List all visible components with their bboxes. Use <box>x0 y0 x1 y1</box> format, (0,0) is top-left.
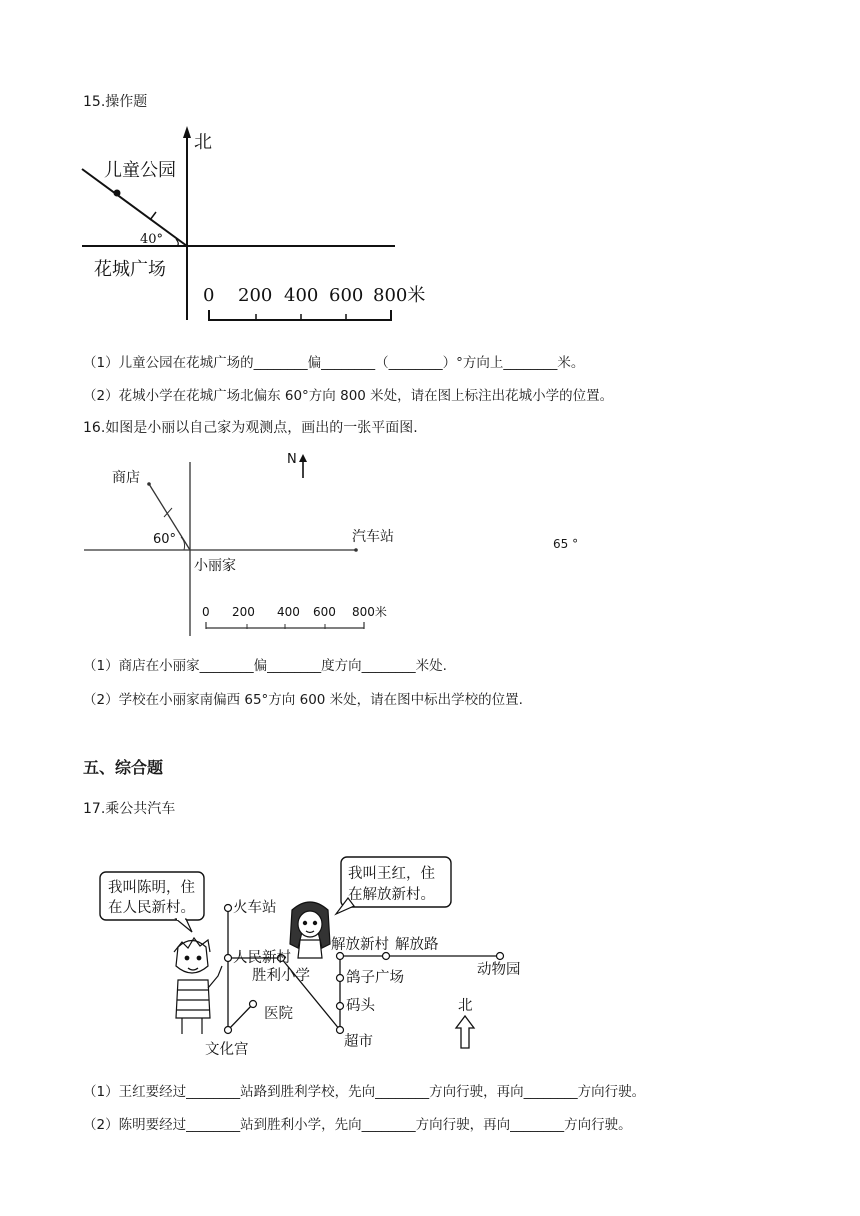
q15-scale-400: 400 <box>284 285 319 306</box>
q17-north-label: 北 <box>458 998 473 1014</box>
q15-tick-mark <box>150 212 156 220</box>
q17-sub1: （1）王红要经过________站路到胜利学校，先向________方向行驶，再向________方向行驶。 <box>83 1084 646 1100</box>
q17-label-culture: 文化宫 <box>205 1042 249 1058</box>
q17-label-zoo: 动物园 <box>477 962 521 978</box>
q16-shop-dot <box>147 482 151 486</box>
q17-dot-renmin <box>225 955 232 962</box>
q17-boy-figure <box>174 938 222 1034</box>
q15-scale-200: 200 <box>238 285 273 306</box>
q17-dot-train <box>225 905 232 912</box>
q16-scale-200: 200 <box>232 605 255 619</box>
q17-dot-pigeon <box>337 975 344 982</box>
q15-park-label: 儿童公园 <box>104 160 176 181</box>
q16-stray-angle: 65 ° <box>553 537 579 551</box>
q16-title: 16.如图是小丽以自己家为观测点，画出的一张平面图. <box>83 420 418 436</box>
q17-label-jiefang-village: 解放新村 <box>331 937 389 953</box>
q16-figure <box>80 446 410 640</box>
q16-scale-600: 600 <box>313 605 336 619</box>
q17-bubble-wanghong-line1: 我叫王红，住 <box>348 866 435 882</box>
q17-label-supermarket: 超市 <box>344 1034 373 1050</box>
q16-north-arrow-icon <box>299 454 307 462</box>
q17-dot-jiefang-village <box>337 953 344 960</box>
q17-girl-figure <box>290 902 330 958</box>
q17-north-arrow-icon <box>456 997 474 1048</box>
q17-label-renmin: 人民新村 <box>233 950 291 966</box>
q17-bubble-chenming-line1: 我叫陈明，住 <box>108 880 195 896</box>
q16-angle-arc <box>181 537 185 550</box>
q17-bubble-wanghong <box>336 857 451 914</box>
q17-figure <box>96 848 546 1060</box>
q17-bubble-chenming-line2: 在人民新村。 <box>108 900 195 916</box>
q15-scale-800: 800米 <box>373 285 426 306</box>
q15-scale-0: 0 <box>203 285 215 306</box>
q15-north-arrow-icon <box>183 126 191 138</box>
q16-sub2: （2）学校在小丽家南偏西 65°方向 600 米处，请在图中标出学校的位置. <box>83 692 523 708</box>
q17-sub2: （2）陈明要经过________站到胜利小学，先向________方向行驶，再向________方向行驶。 <box>83 1117 632 1133</box>
q17-dot-hospital <box>250 1001 257 1008</box>
q17-label-hospital: 医院 <box>264 1006 293 1022</box>
q17-dot-zoo <box>497 953 504 960</box>
q15-square-label: 花城广场 <box>94 259 166 280</box>
q17-label-jiefang-road: 解放路 <box>395 937 439 953</box>
q15-sub2: （2）花城小学在花城广场北偏东 60°方向 800 米处，请在图上标注出花城小学的位置。 <box>83 388 614 404</box>
q16-station-label: 汽车站 <box>352 529 394 545</box>
q17-title: 17.乘公共汽车 <box>83 801 176 817</box>
q17-label-pigeon: 鸽子广场 <box>346 970 404 986</box>
q15-scale-600: 600 <box>329 285 364 306</box>
q15-angle-label: 40° <box>140 232 164 247</box>
q15-figure <box>80 122 440 332</box>
q15-scale <box>203 285 425 321</box>
q16-north-label: N <box>287 452 297 467</box>
q16-shop-label: 商店 <box>112 470 140 486</box>
q17-dot-pier <box>337 1003 344 1010</box>
q17-station-labels <box>205 899 521 1058</box>
q17-label-train: 火车站 <box>233 900 277 916</box>
q16-scale-800: 800米 <box>352 605 387 619</box>
q15-sub1: （1）儿童公园在花城广场的________偏________（________）°方向上________米。 <box>83 355 585 371</box>
q16-scale-0: 0 <box>202 605 210 619</box>
q16-scale <box>202 604 387 629</box>
q16-sub1: （1）商店在小丽家________偏________度方向________米处. <box>83 658 447 674</box>
q15-title: 15.操作题 <box>83 94 148 110</box>
q17-dot-culture <box>225 1027 232 1034</box>
q16-home-label: 小丽家 <box>194 558 236 574</box>
q16-station-dot <box>354 548 358 552</box>
q17-bubble-wanghong-line2: 在解放新村。 <box>348 887 435 903</box>
q17-dot-supermarket <box>337 1027 344 1034</box>
q16-angle-label: 60° <box>153 532 177 547</box>
q16-scale-400: 400 <box>277 605 300 619</box>
q17-label-shengli: 胜利小学 <box>252 968 310 984</box>
q17-label-pier: 码头 <box>346 998 375 1014</box>
q15-park-dot <box>114 190 121 197</box>
q17-bubble-chenming <box>100 872 204 932</box>
q17-dot-jiefang-road <box>383 953 390 960</box>
q15-north-label: 北 <box>194 132 212 153</box>
section5-title: 五、综合题 <box>83 758 164 777</box>
